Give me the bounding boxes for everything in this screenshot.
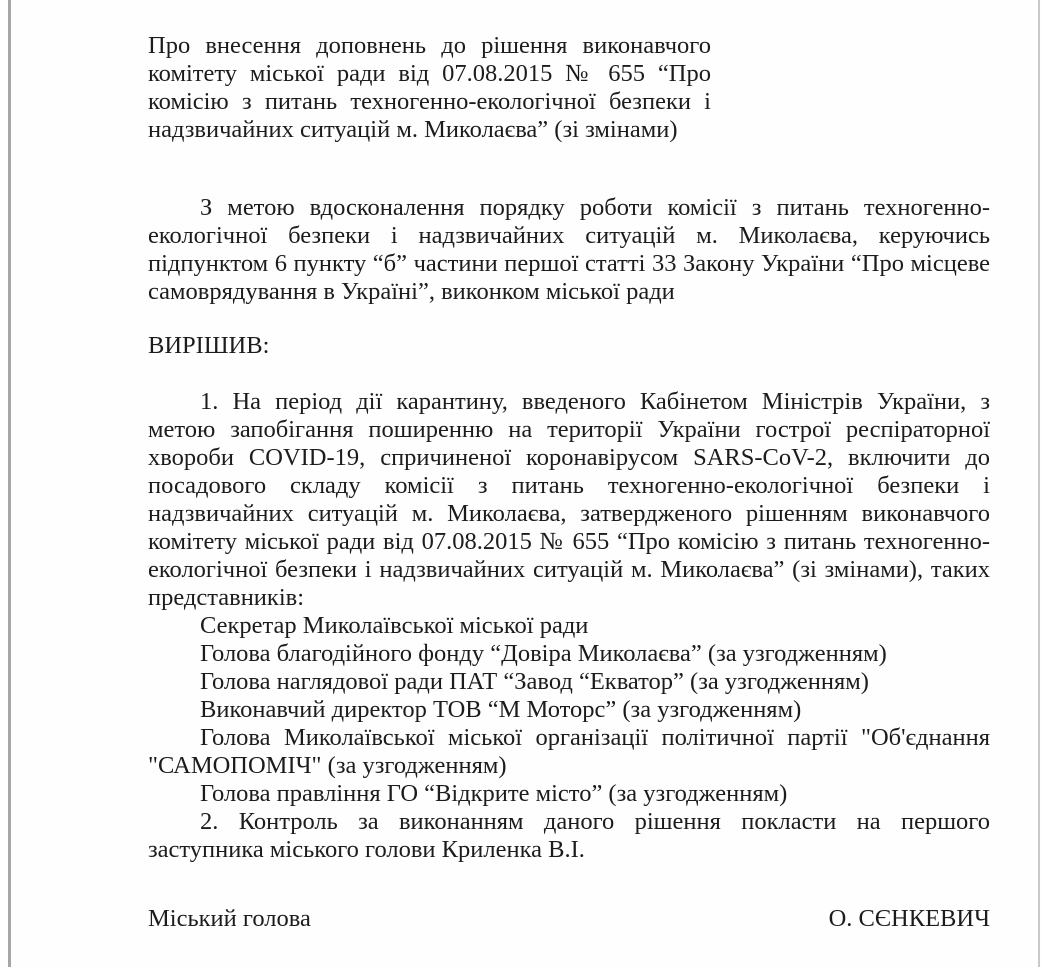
representative-item: Голова наглядової ради ПАТ “Завод “Екватор” (за узгодженням) (200, 668, 869, 695)
document-title-line: комітету міської ради від 07.08.2015 № 655 “Про (148, 60, 711, 87)
signature-row (148, 905, 990, 933)
point-1-paragraph: 1. На період дії карантину, введеного Кабінетом Міністрів України, з метою запобігання поширенню на території України гострої респіраторної хвороби COVID-19, спричиненої коронавірусом SARS-CoV-2, включити до посадового складу комісії з питань техногенно-екологічної безпеки і надзвичайних ситуацій м. Миколаєва, затвердженого рішенням виконавчого комітету міської ради від 07.08.2015 № 655 “Про комісію з питань техногенно-екологічної безпеки і надзвичайних ситуацій м. Миколаєва” (зі змінами), таких представників: (148, 388, 990, 611)
document-title-line: комісію з питань техногенно-екологічної безпеки і (148, 88, 711, 115)
signature-role: Міський голова (148, 905, 311, 932)
page-edge-line-left (8, 0, 11, 967)
document-title-line: надзвичайних ситуацій м. Миколаєва” (зі змінами) (148, 116, 678, 143)
preamble-paragraph: З метою вдосконалення порядку роботи комісії з питань техногенно-екологічної безпеки і надзвичайних ситуацій м. Миколаєва, керуючись підпунктом 6 пункту “б” частини першої статті 33 Закону України “Про місцеве самоврядування в Україні”, виконком міської ради (148, 194, 990, 305)
document-title (148, 32, 711, 144)
resolved-heading: ВИРІШИВ: (148, 332, 270, 359)
representative-item: Голова благодійного фонду “Довіра Миколаєва” (за узгодженням) (200, 640, 887, 667)
representative-item: Виконавчий директор ТОВ “М Моторс” (за узгодженням) (200, 696, 802, 723)
document-title-line: Про внесення доповнень до рішення виконавчого (148, 32, 711, 59)
page-edge-line-right (1038, 0, 1040, 967)
representatives-list (148, 612, 990, 808)
point-2-paragraph: 2. Контроль за виконанням даного рішення покласти на першого заступника міського голови Криленка В.І. (148, 808, 990, 863)
signature-name: О. СЄНКЕВИЧ (828, 905, 990, 932)
representative-item: Голова Миколаївської міської організації політичної партії "Об'єднання "САМОПОМІЧ" (за узгодженням) (148, 724, 990, 779)
representative-item: Секретар Миколаївської міської ради (200, 612, 589, 639)
representative-item: Голова правління ГО “Відкрите місто” (за узгодженням) (200, 780, 788, 807)
document-content (148, 32, 990, 933)
